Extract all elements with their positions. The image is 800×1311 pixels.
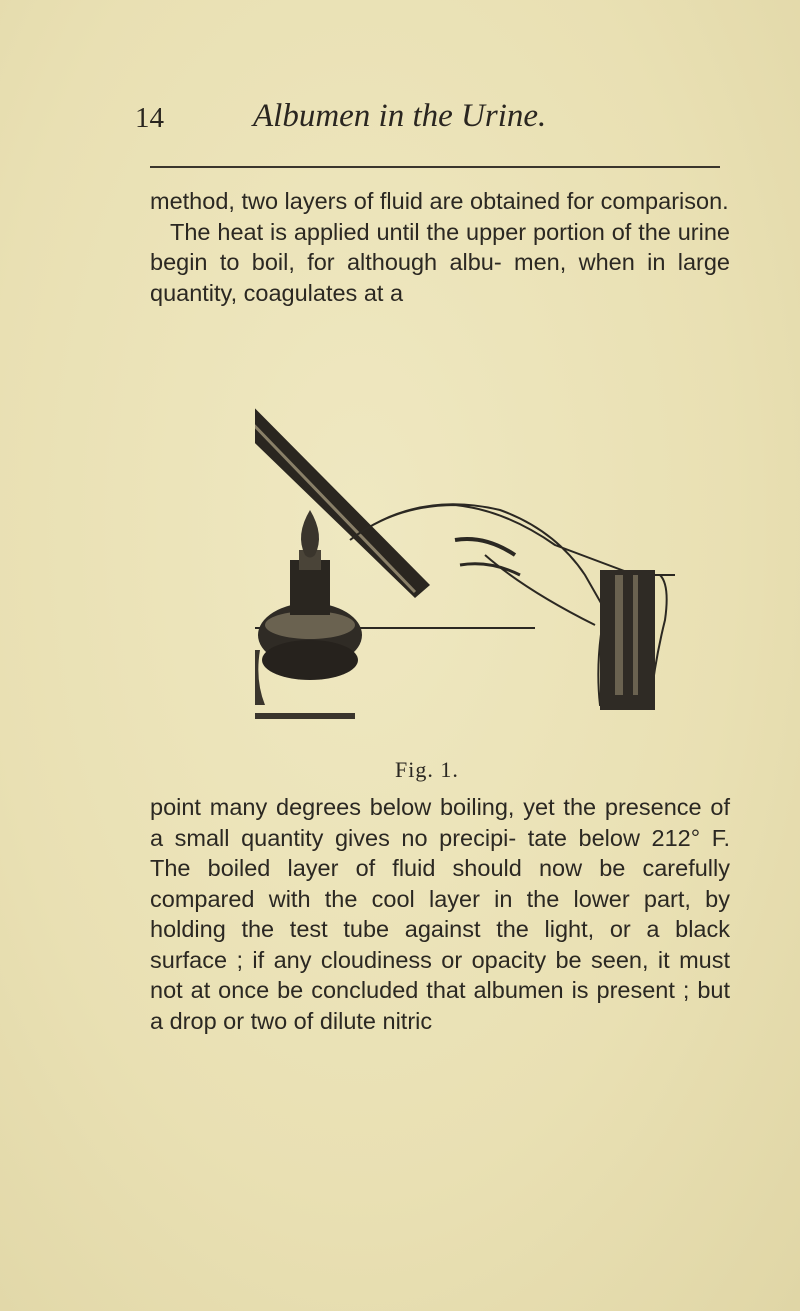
- paragraph-top-line-1: method, two layers of fluid are obtained for comparison.: [150, 188, 729, 214]
- header-rule: [150, 166, 720, 168]
- page-number: 14: [135, 102, 164, 134]
- figure-caption: Fig. 1.: [395, 757, 459, 782]
- paragraph-top: [150, 186, 730, 308]
- running-title: Albumen in the Urine.: [253, 98, 547, 134]
- test-tube-lamp-icon: [255, 360, 720, 730]
- paragraph-bottom: point many degrees below boiling, yet the presence of a small quantity gives no precipi- tate below 212° F. The boiled layer of fluid should now be carefully compared with the cool layer in the lower part, by holding the test tube against the light, or a black surface ; if any cloudiness or opacity be seen, it must not at once be concluded that albumen is present ; but a drop or two of dilute nitric: [150, 794, 730, 1034]
- paragraph-top-line-2: The heat is applied until the upper portion of the urine begin to boil, for although albu- men, when in large quantity, coagulates at a: [150, 218, 730, 306]
- page-header: [135, 98, 725, 138]
- figure-illustration: [255, 360, 720, 730]
